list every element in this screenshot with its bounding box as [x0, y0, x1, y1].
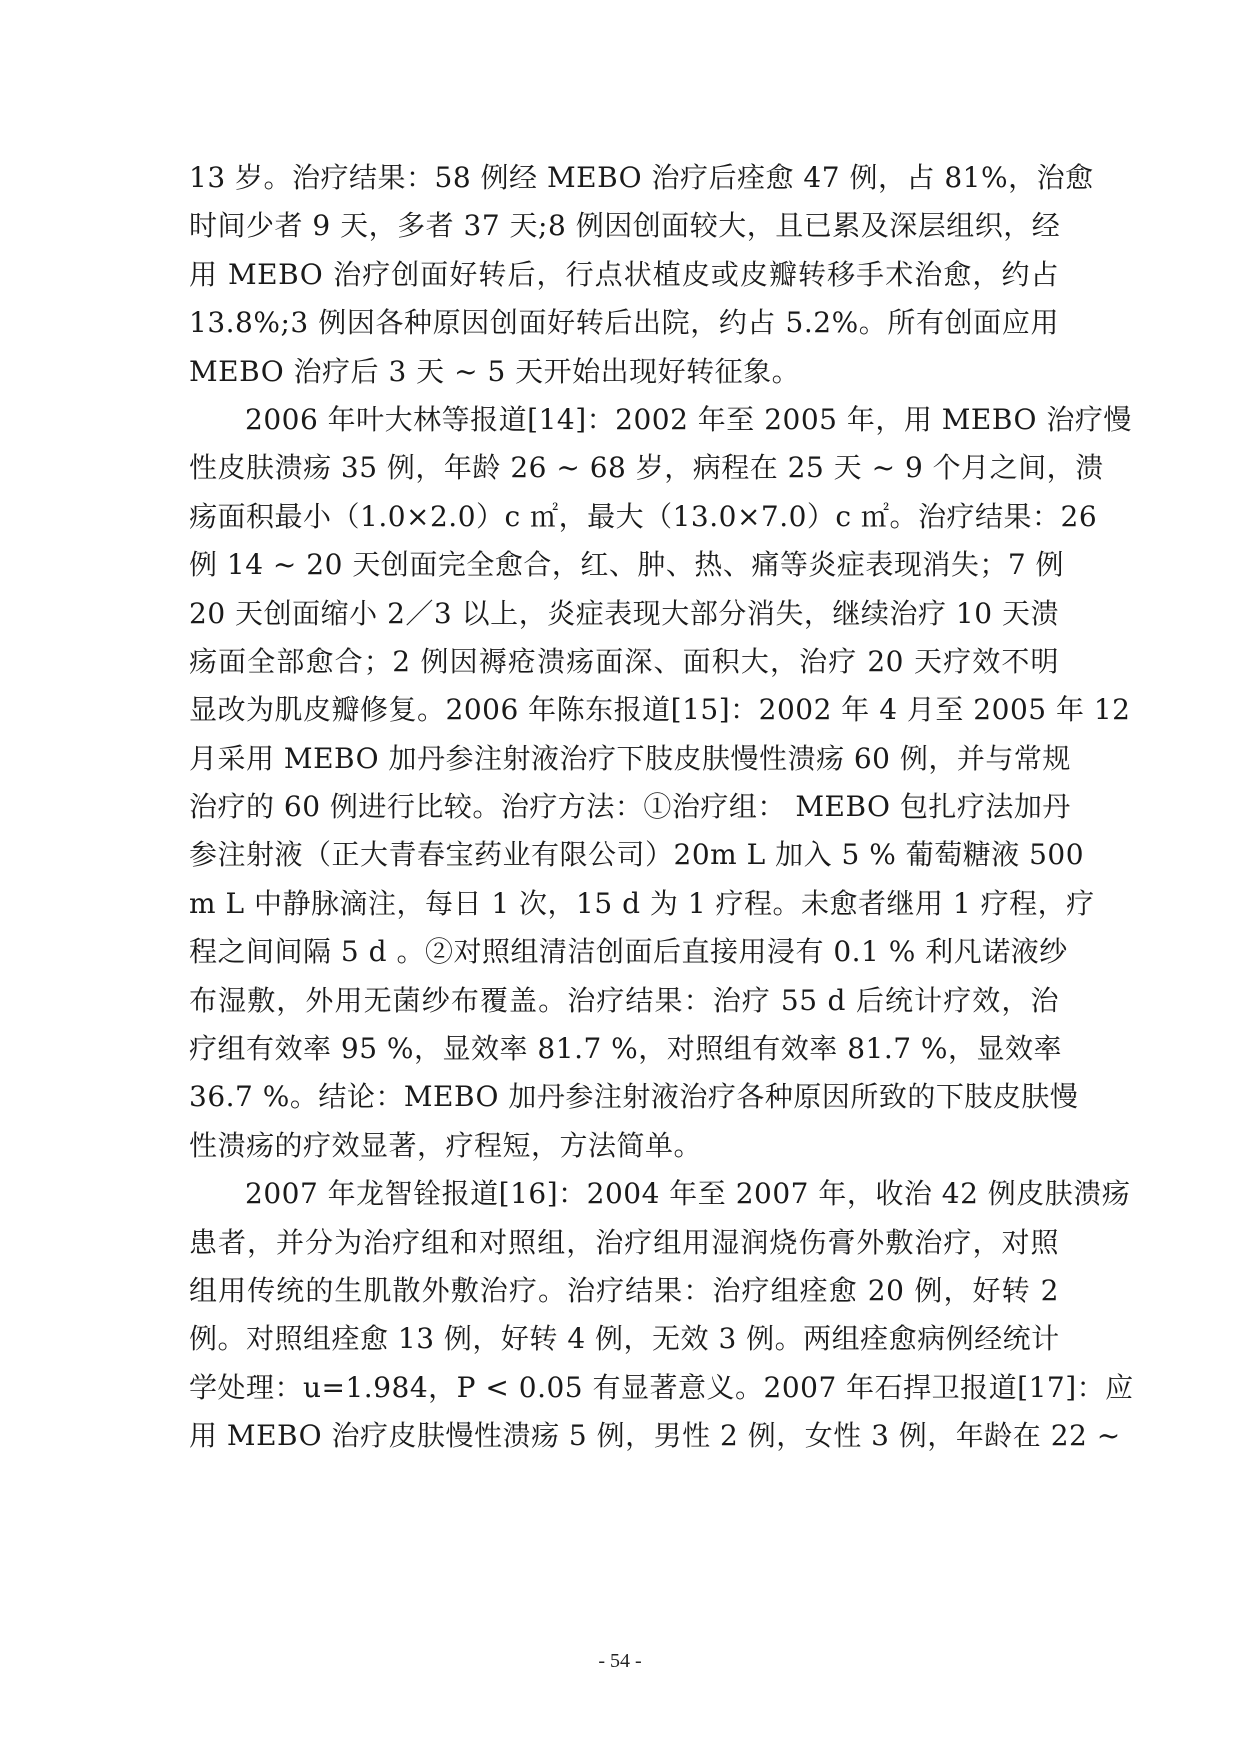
text-line: 用 MEBO 治疗创面好转后，行点状植皮或皮瓣转移手术治愈，约占 [189, 257, 1059, 291]
text-line: 治疗的 60 例进行比较。治疗方法：①治疗组： MEBO 包扎疗法加丹 [189, 790, 1071, 824]
text-line: 13.8%;3 例因各种原因创面好转后出院，约占 5.2%。所有创面应用 [189, 306, 1059, 340]
text-line: 患者，并分为治疗组和对照组，治疗组用湿润烧伤膏外敷治疗，对照 [189, 1225, 1059, 1259]
text-line: MEBO 治疗后 3 天 ~ 5 天开始出现好转征象。 [189, 354, 801, 388]
text-line: 20 天创面缩小 2／3 以上，炎症表现大部分消失，继续治疗 10 天溃 [189, 596, 1059, 630]
text-line: 36.7 %。结论：MEBO 加丹参注射液治疗各种原因所致的下肢皮肤慢 [189, 1080, 1079, 1114]
text-line: 显改为肌皮瓣修复。2006 年陈东报道[15]：2002 年 4 月至 2005 年 12 [189, 693, 1131, 727]
body-text [189, 154, 1134, 1461]
text-line: 组用传统的生肌散外敷治疗。治疗结果：治疗组痊愈 20 例，好转 2 [189, 1273, 1059, 1307]
text-line: 性皮肤溃疡 35 例，年龄 26 ~ 68 岁，病程在 25 天 ~ 9 个月之间，溃 [189, 451, 1104, 485]
text-line: 2006 年叶大林等报道[14]：2002 年至 2005 年，用 MEBO 治疗慢 [245, 402, 1132, 436]
text-line: 性溃疡的疗效显著，疗程短，方法简单。 [189, 1128, 703, 1162]
text-line: 时间少者 9 天，多者 37 天;8 例因创面较大，且已累及深层组织，经 [189, 209, 1061, 243]
text-line: 月采用 MEBO 加丹参注射液治疗下肢皮肤慢性溃疡 60 例，并与常规 [189, 741, 1071, 775]
text-line: 程之间间隔 5 d 。②对照组清洁创面后直接用浸有 0.1 % 利凡诺液纱 [189, 935, 1068, 969]
text-line: 疡面全部愈合；2 例因褥疮溃疡面深、面积大，治疗 20 天疗效不明 [189, 644, 1059, 678]
text-line: 参注射液（正大青春宝药业有限公司）20m L 加入 5 % 葡萄糖液 500 [189, 838, 1085, 872]
text-line: 疡面积最小（1.0×2.0）c ㎡，最大（13.0×7.0）c ㎡。治疗结果：26 [189, 499, 1098, 533]
text-line: 2007 年龙智铨报道[16]：2004 年至 2007 年，收治 42 例皮肤溃疡 [245, 1177, 1131, 1211]
text-line: 例 14 ~ 20 天创面完全愈合，红、肿、热、痛等炎症表现消失；7 例 [189, 548, 1065, 582]
text-line: 疗组有效率 95 %，显效率 81.7 %，对照组有效率 81.7 %，显效率 [189, 1032, 1063, 1066]
text-line: 13 岁。治疗结果：58 例经 MEBO 治疗后痊愈 47 例，占 81%，治愈 [189, 161, 1094, 194]
page-number: - 54 - [598, 1650, 642, 1672]
text-line: 学处理：u=1.984，P < 0.05 有显著意义。2007 年石捍卫报道[17]：应 [189, 1370, 1134, 1404]
text-line: 布湿敷，外用无菌纱布覆盖。治疗结果：治疗 55 d 后统计疗效，治 [189, 983, 1059, 1017]
text-line: 例。对照组痊愈 13 例，好转 4 例，无效 3 例。两组痊愈病例经统计 [189, 1322, 1060, 1356]
text-line: m L 中静脉滴注，每日 1 次，15 d 为 1 疗程。未愈者继用 1 疗程，疗 [189, 886, 1095, 920]
text-line: 用 MEBO 治疗皮肤慢性溃疡 5 例，男性 2 例，女性 3 例，年龄在 22 ~ [189, 1419, 1121, 1453]
